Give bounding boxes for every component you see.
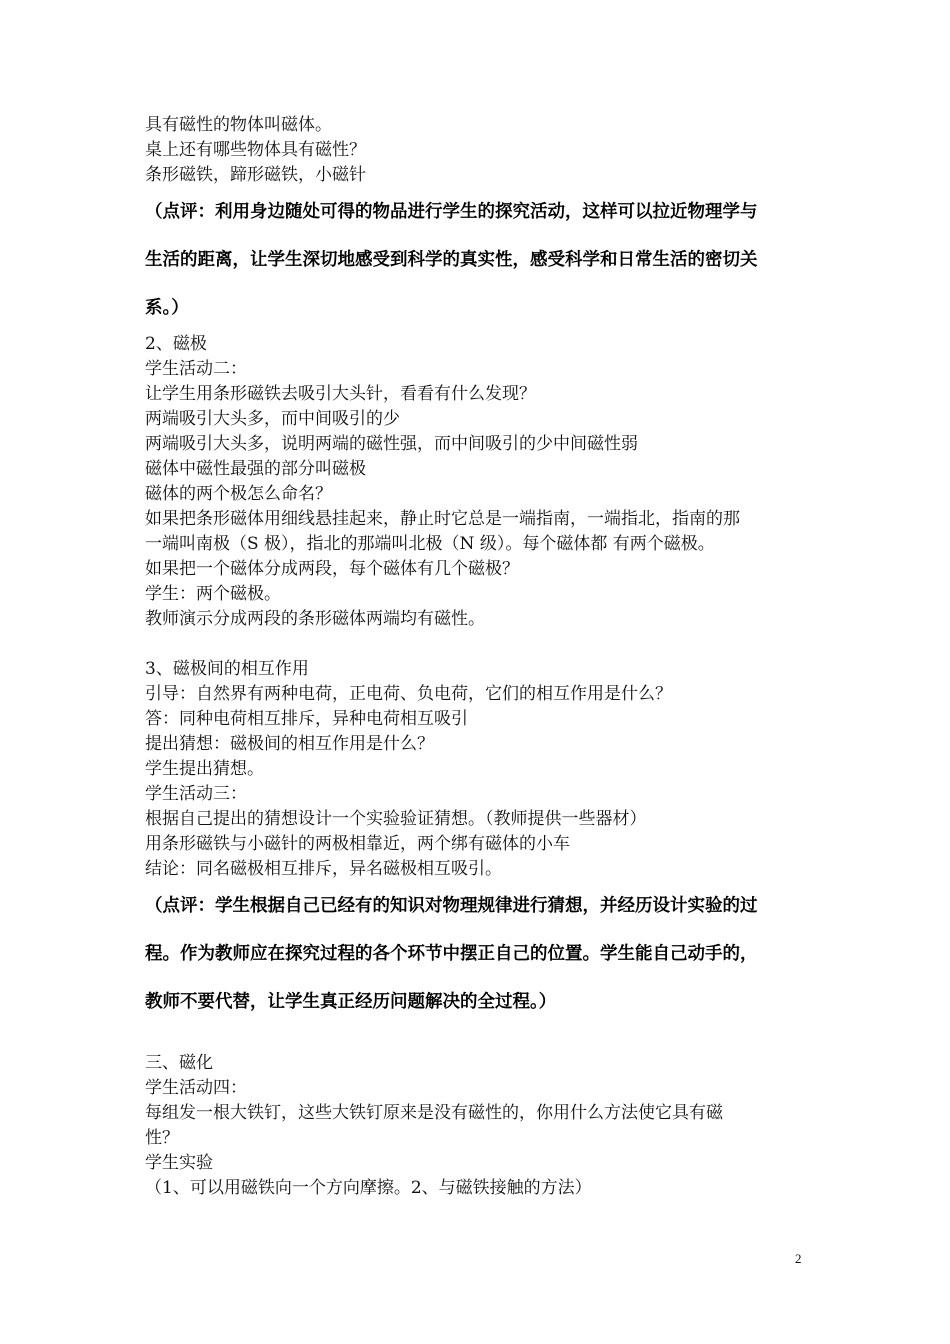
text-line: 学生活动二： (145, 359, 247, 379)
text-line: 磁体中磁性最强的部分叫磁极 (145, 459, 366, 479)
text-line: 根据自己提出的猜想设计一个实验验证猜想。（教师提供一些器材） (145, 809, 647, 829)
text-line: 两端吸引大头多，而中间吸引的少 (145, 409, 400, 429)
text-line: 具有磁性的物体叫磁体。 (145, 115, 332, 135)
text-line: 提出猜想：磁极间的相互作用是什么？ (145, 734, 434, 754)
commentary-line: 教师不要代替，让学生真正经历问题解决的全过程。） (145, 992, 557, 1012)
text-line: 3、磁极间的相互作用 (145, 659, 309, 679)
text-line: 每组发一根大铁钉，这些大铁钉原来是没有磁性的，你用什么方法使它具有磁 (145, 1103, 723, 1123)
text-line: （1、可以用磁铁向一个方向摩擦。2、与磁铁接触的方法） (145, 1178, 592, 1198)
paragraph-gap (145, 632, 810, 657)
paragraph-gap (145, 1026, 810, 1051)
text-line: 三、磁化 (145, 1053, 213, 1073)
text-line: 学生提出猜想。 (145, 759, 264, 779)
text-line: 一端叫南极（S 极），指北的那端叫北极（N 级）。每个磁体都 有两个磁极。 (145, 534, 715, 554)
text-line: 结论：同名磁极相互排斥，异名磁极相互吸引。 (145, 859, 502, 879)
text-line: 学生活动四： (145, 1078, 247, 1098)
commentary-block (145, 188, 810, 332)
commentary-line: 系。） (145, 298, 189, 318)
text-line: 2、磁极 (145, 334, 207, 354)
text-line: 引导：自然界有两种电荷，正电荷、负电荷，它们的相互作用是什么？ (145, 684, 672, 704)
text-line: 如果把一个磁体分成两段，每个磁体有几个磁极？ (145, 559, 519, 579)
text-line: 答：同种电荷相互排斥，异种电荷相互吸引 (145, 709, 468, 729)
commentary-line: 生活的距离，让学生深切地感受到科学的真实性，感受科学和日常生活的密切关 (145, 250, 758, 270)
page-number: 2 (795, 1251, 802, 1266)
text-line: 如果把条形磁体用细线悬挂起来，静止时它总是一端指南，一端指北，指南的那 (145, 509, 740, 529)
text-line: 用条形磁铁与小磁针的两极相靠近，两个绑有磁体的小车 (145, 834, 570, 854)
text-line: 教师演示分成两段的条形磁体两端均有磁性。 (145, 609, 485, 629)
document-body (145, 113, 810, 1201)
text-line: 两端吸引大头多，说明两端的磁性强，而中间吸引的少中间磁性弱 (145, 434, 638, 454)
text-line: 学生：两个磁极。 (145, 584, 281, 604)
text-line: 让学生用条形磁铁去吸引大头针，看看有什么发现？ (145, 384, 536, 404)
text-line: 桌上还有哪些物体具有磁性？ (145, 140, 366, 160)
text-line: 学生活动三： (145, 784, 247, 804)
text-line: 磁体的两个极怎么命名？ (145, 484, 332, 504)
commentary-block (145, 882, 810, 1026)
text-line: 学生实验 (145, 1153, 213, 1173)
text-line: 性？ (145, 1128, 179, 1148)
text-line: 条形磁铁，蹄形磁铁，小磁针 (145, 165, 366, 185)
commentary-line: （点评：利用身边随处可得的物品进行学生的探究活动，这样可以拉近物理学与 (145, 202, 758, 222)
commentary-line: （点评：学生根据自己已经有的知识对物理规律进行猜想，并经历设计实验的过 (145, 896, 758, 916)
commentary-line: 程。作为教师应在探究过程的各个环节中摆正自己的位置。学生能自己动手的， (145, 944, 758, 964)
